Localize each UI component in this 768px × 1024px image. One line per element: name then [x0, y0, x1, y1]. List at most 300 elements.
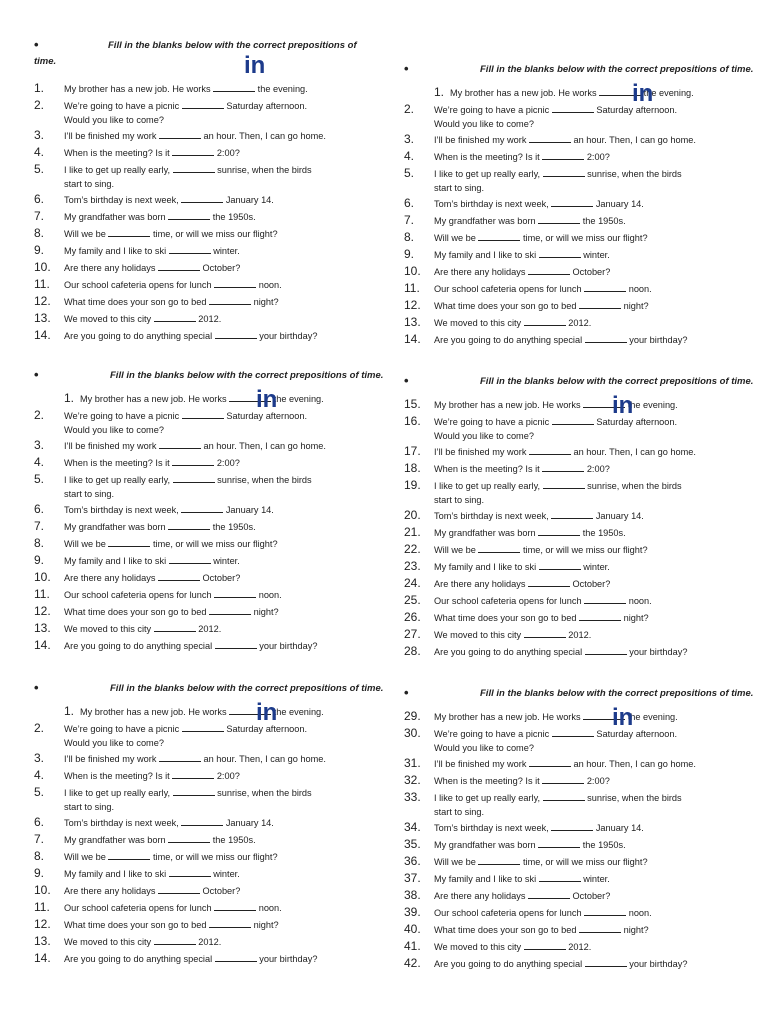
question-text-after-blank: sunrise, when the birds	[214, 165, 312, 175]
answer-blank[interactable]	[173, 473, 215, 483]
question-text-before-blank: My grandfather was born	[434, 840, 539, 850]
answer-blank[interactable]	[173, 163, 215, 173]
answer-blank[interactable]	[538, 214, 580, 224]
answer-blank[interactable]	[585, 645, 627, 655]
answer-blank[interactable]	[209, 295, 251, 305]
question-text	[450, 85, 694, 101]
question-row	[404, 413, 768, 430]
question-text	[434, 726, 677, 742]
answer-blank[interactable]	[524, 940, 566, 950]
question-text-before-blank: Tom’s birthday is next week,	[434, 511, 552, 521]
question-text-after-blank: 2012.	[195, 624, 222, 634]
answer-blank[interactable]	[579, 299, 621, 309]
question-number: 33.	[404, 790, 421, 804]
question-number: 3.	[34, 128, 45, 142]
question-text-before-blank: My grandfather was born	[64, 835, 169, 845]
question-text-after-blank: Saturday afternoon.	[593, 105, 678, 115]
question-row	[404, 541, 768, 558]
answer-blank[interactable]	[528, 577, 570, 587]
question-row	[404, 819, 768, 836]
answer-blank[interactable]	[528, 889, 570, 899]
question-row	[404, 836, 768, 853]
question-text-after-blank: an hour. Then, I can go home.	[570, 447, 696, 457]
question-number: 26.	[404, 610, 421, 624]
question-text-after-blank: January 14.	[223, 505, 274, 515]
question-text-after-blank: sunrise, when the birds	[584, 481, 682, 491]
question-number: 42.	[404, 956, 421, 970]
question-text-before-blank: I like to get up really early,	[434, 169, 543, 179]
question-number: 7.	[34, 209, 45, 223]
question-text-after-blank: Saturday afternoon.	[593, 417, 678, 427]
question-number: 14.	[34, 328, 51, 342]
question-number: 28.	[404, 644, 421, 658]
question-text-after-blank: January 14.	[223, 195, 274, 205]
question-row	[404, 396, 768, 413]
question-text-after-blank: October?	[199, 886, 241, 896]
question-text-after-blank: January 14.	[593, 199, 644, 209]
question-text-before-blank: My family and I like to ski	[64, 246, 169, 256]
question-text	[434, 397, 678, 413]
answer-blank[interactable]	[159, 752, 201, 762]
question-text-before-blank: Tom’s birthday is next week,	[434, 823, 552, 833]
answer-blank[interactable]	[538, 838, 580, 848]
question-text-before-blank: Our school cafeteria opens for lunch	[434, 596, 585, 606]
exercise-block-right-mid	[404, 374, 768, 660]
question-number: 36.	[404, 854, 421, 868]
answer-blank[interactable]	[172, 146, 214, 156]
instructions-text: Fill in the blanks below with the correct prepositions of time.	[110, 370, 384, 381]
answer-blank[interactable]	[543, 167, 585, 177]
question-text-continued: Would you like to come?	[64, 115, 164, 125]
answer-blank[interactable]	[551, 197, 593, 207]
answer-blank[interactable]	[158, 884, 200, 894]
question-number: 11.	[404, 281, 420, 295]
question-text-after-blank: winter.	[210, 869, 240, 879]
question-text	[64, 145, 240, 161]
question-number: 10.	[34, 260, 51, 274]
question-row	[404, 921, 768, 938]
question-number: 10.	[404, 264, 421, 278]
question-row	[404, 725, 768, 742]
question-text-before-blank: We moved to this city	[434, 630, 524, 640]
answer-blank[interactable]	[529, 757, 571, 767]
question-text-after-blank: the 1950s.	[210, 835, 256, 845]
question-text-continued: start to sing.	[64, 489, 115, 499]
question-text-after-blank: 2:00?	[214, 771, 240, 781]
question-text-after-blank: your birthday?	[256, 331, 318, 341]
question-text	[64, 128, 326, 144]
question-row-continued	[34, 424, 404, 437]
question-text-before-blank: Will we be	[64, 229, 109, 239]
question-number: 3.	[404, 132, 415, 146]
answer-blank[interactable]	[552, 727, 594, 737]
question-row	[404, 246, 768, 263]
question-text	[434, 196, 644, 212]
question-text-before-blank: My grandfather was born	[434, 216, 539, 226]
question-number: 7.	[404, 213, 415, 227]
question-text-before-blank: I like to get up really early,	[434, 793, 543, 803]
question-number: 13.	[34, 621, 51, 635]
question-row	[34, 161, 404, 178]
question-text-after-blank: October?	[569, 891, 611, 901]
instructions-text: Fill in the blanks below with the correct prepositions of time.	[110, 683, 384, 694]
answer-blank[interactable]	[543, 479, 585, 489]
answer-blank[interactable]	[181, 816, 223, 826]
question-text-after-blank: night?	[621, 613, 649, 623]
answer-blank[interactable]	[478, 543, 520, 553]
answer-blank[interactable]	[524, 316, 566, 326]
question-row	[34, 518, 404, 535]
question-text-after-blank: night?	[621, 301, 649, 311]
question-text-before-blank: Tom’s birthday is next week,	[64, 505, 182, 515]
question-number: 4.	[34, 455, 45, 469]
handwritten-answer: in	[256, 386, 278, 413]
question-text-after-blank: Saturday afternoon.	[223, 411, 308, 421]
question-text-before-blank: I’ll be finished my work	[64, 754, 159, 764]
answer-blank[interactable]	[182, 722, 224, 732]
question-text-after-blank: the evening.	[625, 400, 678, 410]
question-number: 6.	[404, 196, 415, 210]
question-text-before-blank: My brother has a new job. He works	[434, 400, 584, 410]
question-number: 2.	[34, 408, 45, 422]
question-text-continued: start to sing.	[64, 802, 115, 812]
answer-blank[interactable]	[585, 957, 627, 967]
question-text-before-blank: My grandfather was born	[64, 522, 169, 532]
answer-blank[interactable]	[214, 588, 256, 598]
question-row	[404, 853, 768, 870]
question-text-before-blank: My brother has a new job. He works	[80, 707, 230, 717]
question-text-before-blank: Our school cafeteria opens for lunch	[434, 284, 585, 294]
question-text-after-blank: October?	[199, 263, 241, 273]
answer-blank[interactable]	[159, 129, 201, 139]
question-text	[434, 559, 610, 575]
answer-blank[interactable]	[552, 415, 594, 425]
question-text-before-blank: My grandfather was born	[64, 212, 169, 222]
answer-blank[interactable]	[478, 231, 520, 241]
question-text-before-blank: My family and I like to ski	[434, 874, 539, 884]
question-text	[64, 751, 326, 767]
answer-blank[interactable]	[584, 594, 626, 604]
question-number: 5.	[34, 472, 45, 486]
answer-blank[interactable]	[542, 774, 584, 784]
answer-blank[interactable]	[214, 901, 256, 911]
question-row	[404, 229, 768, 246]
question-row	[34, 882, 404, 899]
question-text-before-blank: We moved to this city	[434, 318, 524, 328]
question-text-before-blank: Will we be	[434, 545, 479, 555]
question-text	[80, 391, 324, 407]
question-text-before-blank: Are there any holidays	[434, 891, 528, 901]
answer-blank[interactable]	[173, 786, 215, 796]
question-row	[404, 626, 768, 643]
question-text-after-blank: the 1950s.	[580, 216, 626, 226]
question-text	[434, 939, 591, 955]
question-text-after-blank: an hour. Then, I can go home.	[570, 759, 696, 769]
question-text-after-blank: sunrise, when the birds	[584, 793, 682, 803]
question-text-after-blank: 2012.	[195, 937, 222, 947]
answer-blank[interactable]	[584, 282, 626, 292]
question-text-before-blank: When is the meeting? Is it	[434, 152, 543, 162]
question-text-after-blank: Saturday afternoon.	[223, 101, 308, 111]
question-row	[34, 327, 404, 344]
question-row	[34, 276, 404, 293]
question-number: 15.	[404, 397, 421, 411]
question-text	[64, 328, 317, 344]
question-row	[404, 443, 768, 460]
question-text-before-blank: My family and I like to ski	[64, 556, 169, 566]
question-text	[434, 905, 652, 921]
question-text-after-blank: 2012.	[565, 942, 592, 952]
question-row	[34, 703, 404, 720]
answer-blank[interactable]	[209, 918, 251, 928]
question-text	[64, 472, 312, 488]
answer-blank[interactable]	[209, 605, 251, 615]
question-number: 2.	[34, 721, 45, 735]
question-text-after-blank: night?	[251, 607, 279, 617]
answer-blank[interactable]	[539, 872, 581, 882]
answer-blank[interactable]	[538, 526, 580, 536]
question-number: 9.	[34, 553, 45, 567]
question-row	[34, 865, 404, 882]
question-row	[34, 208, 404, 225]
answer-blank[interactable]	[543, 791, 585, 801]
answer-blank[interactable]	[159, 439, 201, 449]
question-text	[64, 81, 308, 97]
question-text	[434, 854, 648, 870]
answer-blank[interactable]	[551, 509, 593, 519]
question-number: 6.	[34, 192, 45, 206]
handwritten-answer: in	[256, 699, 278, 726]
answer-blank[interactable]	[169, 867, 211, 877]
question-text-before-blank: We’re going to have a picnic	[64, 724, 182, 734]
answer-blank[interactable]	[158, 261, 200, 271]
question-text-before-blank: We moved to this city	[64, 314, 154, 324]
answer-blank[interactable]	[182, 99, 224, 109]
question-text-after-blank: time, or will we miss our flight?	[520, 857, 648, 867]
question-row	[34, 225, 404, 242]
question-text	[64, 621, 221, 637]
answer-blank[interactable]	[215, 329, 257, 339]
answer-blank[interactable]	[154, 312, 196, 322]
question-text-after-blank: an hour. Then, I can go home.	[200, 441, 326, 451]
question-text-after-blank: January 14.	[593, 511, 644, 521]
question-number: 5.	[34, 162, 45, 176]
answer-blank[interactable]	[169, 244, 211, 254]
question-text-after-blank: winter.	[580, 250, 610, 260]
question-number: 7.	[34, 519, 45, 533]
instructions-text: Fill in the blanks below with the correct prepositions of time.	[480, 688, 754, 699]
question-text-before-blank: What time does your son go to bed	[434, 301, 580, 311]
question-row	[404, 297, 768, 314]
question-text-before-blank: Are you going to do anything special	[434, 335, 585, 345]
question-number: 5.	[404, 166, 415, 180]
exercise-block-left-bot	[34, 681, 404, 967]
answer-blank[interactable]	[478, 855, 520, 865]
question-text	[434, 627, 591, 643]
question-number: 23.	[404, 559, 421, 573]
question-number: 40.	[404, 922, 421, 936]
question-text-after-blank: 2:00?	[584, 464, 610, 474]
question-row	[34, 454, 404, 471]
question-row	[34, 720, 404, 737]
question-number: 9.	[404, 247, 415, 261]
answer-blank[interactable]	[528, 265, 570, 275]
question-text	[64, 587, 282, 603]
question-text-continued: Would you like to come?	[434, 743, 534, 753]
question-text-after-blank: your birthday?	[626, 647, 688, 657]
question-text-after-blank: time, or will we miss our flight?	[150, 852, 278, 862]
question-text-after-blank: the evening.	[271, 707, 324, 717]
question-text	[434, 213, 626, 229]
answer-blank[interactable]	[524, 628, 566, 638]
question-text	[64, 604, 279, 620]
answer-blank[interactable]	[172, 456, 214, 466]
bullet-point: •	[34, 367, 39, 382]
answer-blank[interactable]	[529, 445, 571, 455]
question-text-before-blank: What time does your son go to bed	[434, 613, 580, 623]
answer-blank[interactable]	[154, 622, 196, 632]
question-text-after-blank: sunrise, when the birds	[214, 788, 312, 798]
question-text-before-blank: Are there any holidays	[64, 573, 158, 583]
question-text-before-blank: Our school cafeteria opens for lunch	[64, 903, 215, 913]
question-row	[404, 165, 768, 182]
answer-blank[interactable]	[539, 248, 581, 258]
question-row	[34, 916, 404, 933]
question-row	[404, 772, 768, 789]
question-number: 11.	[34, 277, 50, 291]
answer-blank[interactable]	[154, 935, 196, 945]
question-text-after-blank: winter.	[210, 246, 240, 256]
question-text-before-blank: My brother has a new job. He works	[434, 712, 584, 722]
question-row	[404, 938, 768, 955]
question-text-continued: Would you like to come?	[434, 431, 534, 441]
answer-blank[interactable]	[108, 227, 150, 237]
question-row	[404, 460, 768, 477]
question-text	[64, 209, 256, 225]
question-text-continued: start to sing.	[434, 183, 485, 193]
question-text-before-blank: Our school cafeteria opens for lunch	[434, 908, 585, 918]
question-number: 31.	[404, 756, 421, 770]
question-text	[64, 900, 282, 916]
answer-blank[interactable]	[551, 821, 593, 831]
question-text-before-blank: I like to get up really early,	[64, 475, 173, 485]
answer-blank[interactable]	[542, 462, 584, 472]
question-text-before-blank: When is the meeting? Is it	[434, 464, 543, 474]
question-text-after-blank: January 14.	[593, 823, 644, 833]
answer-blank[interactable]	[181, 503, 223, 513]
question-text-before-blank: When is the meeting? Is it	[434, 776, 543, 786]
question-text-before-blank: I like to get up really early,	[434, 481, 543, 491]
question-row	[34, 899, 404, 916]
answer-blank[interactable]	[542, 150, 584, 160]
exercise-instructions	[34, 38, 404, 80]
question-row	[34, 293, 404, 310]
question-text-before-blank: Our school cafeteria opens for lunch	[64, 280, 215, 290]
question-text	[434, 247, 610, 263]
question-text	[64, 917, 279, 933]
question-number: 8.	[34, 849, 45, 863]
question-number: 14.	[404, 332, 421, 346]
question-row-continued	[404, 430, 768, 443]
answer-blank[interactable]	[585, 333, 627, 343]
answer-blank[interactable]	[168, 520, 210, 530]
answer-blank[interactable]	[168, 210, 210, 220]
answer-blank[interactable]	[215, 952, 257, 962]
question-text-after-blank: 2012.	[195, 314, 222, 324]
question-text-after-blank: time, or will we miss our flight?	[520, 545, 648, 555]
question-number: 10.	[34, 570, 51, 584]
question-row-continued	[34, 114, 404, 127]
answer-blank[interactable]	[584, 906, 626, 916]
question-text-after-blank: Saturday afternoon.	[223, 724, 308, 734]
bullet-point: •	[404, 373, 409, 388]
answer-blank[interactable]	[213, 82, 255, 92]
question-number: 5.	[34, 785, 45, 799]
question-number: 9.	[34, 243, 45, 257]
answer-blank[interactable]	[181, 193, 223, 203]
answer-blank[interactable]	[108, 537, 150, 547]
question-row	[34, 127, 404, 144]
answer-blank[interactable]	[169, 554, 211, 564]
answer-blank[interactable]	[552, 103, 594, 113]
question-row	[34, 80, 404, 97]
question-number: 20.	[404, 508, 421, 522]
question-text	[64, 162, 312, 178]
question-text-before-blank: Are you going to do anything special	[64, 954, 215, 964]
question-number: 1.	[64, 391, 75, 405]
answer-blank[interactable]	[579, 611, 621, 621]
question-row	[34, 603, 404, 620]
answer-blank[interactable]	[168, 833, 210, 843]
exercise-block-left-mid	[34, 368, 404, 654]
answer-blank[interactable]	[158, 571, 200, 581]
question-text	[434, 508, 644, 524]
question-text	[64, 768, 240, 784]
answer-blank[interactable]	[579, 923, 621, 933]
question-row	[34, 767, 404, 784]
answer-blank[interactable]	[529, 133, 571, 143]
question-number: 22.	[404, 542, 421, 556]
question-text-before-blank: I like to get up really early,	[64, 165, 173, 175]
question-text-after-blank: noon.	[256, 903, 282, 913]
question-row	[404, 789, 768, 806]
question-row	[34, 191, 404, 208]
answer-blank[interactable]	[172, 769, 214, 779]
question-number: 13.	[34, 311, 51, 325]
question-text-before-blank: We moved to this city	[434, 942, 524, 952]
instructions-text-continued: time.	[34, 56, 57, 67]
question-text-after-blank: noon.	[626, 284, 652, 294]
question-row	[34, 471, 404, 488]
answer-blank[interactable]	[214, 278, 256, 288]
question-text	[64, 849, 278, 865]
answer-blank[interactable]	[108, 850, 150, 860]
question-text-after-blank: winter.	[580, 562, 610, 572]
answer-blank[interactable]	[215, 639, 257, 649]
question-row	[404, 524, 768, 541]
question-text-after-blank: time, or will we miss our flight?	[150, 539, 278, 549]
question-text-after-blank: noon.	[626, 596, 652, 606]
question-row	[404, 331, 768, 348]
question-row	[34, 950, 404, 967]
question-text-after-blank: the 1950s.	[580, 840, 626, 850]
answer-blank[interactable]	[182, 409, 224, 419]
question-row	[404, 101, 768, 118]
question-row	[34, 552, 404, 569]
question-row	[404, 755, 768, 772]
answer-blank[interactable]	[539, 560, 581, 570]
question-text	[64, 638, 317, 654]
